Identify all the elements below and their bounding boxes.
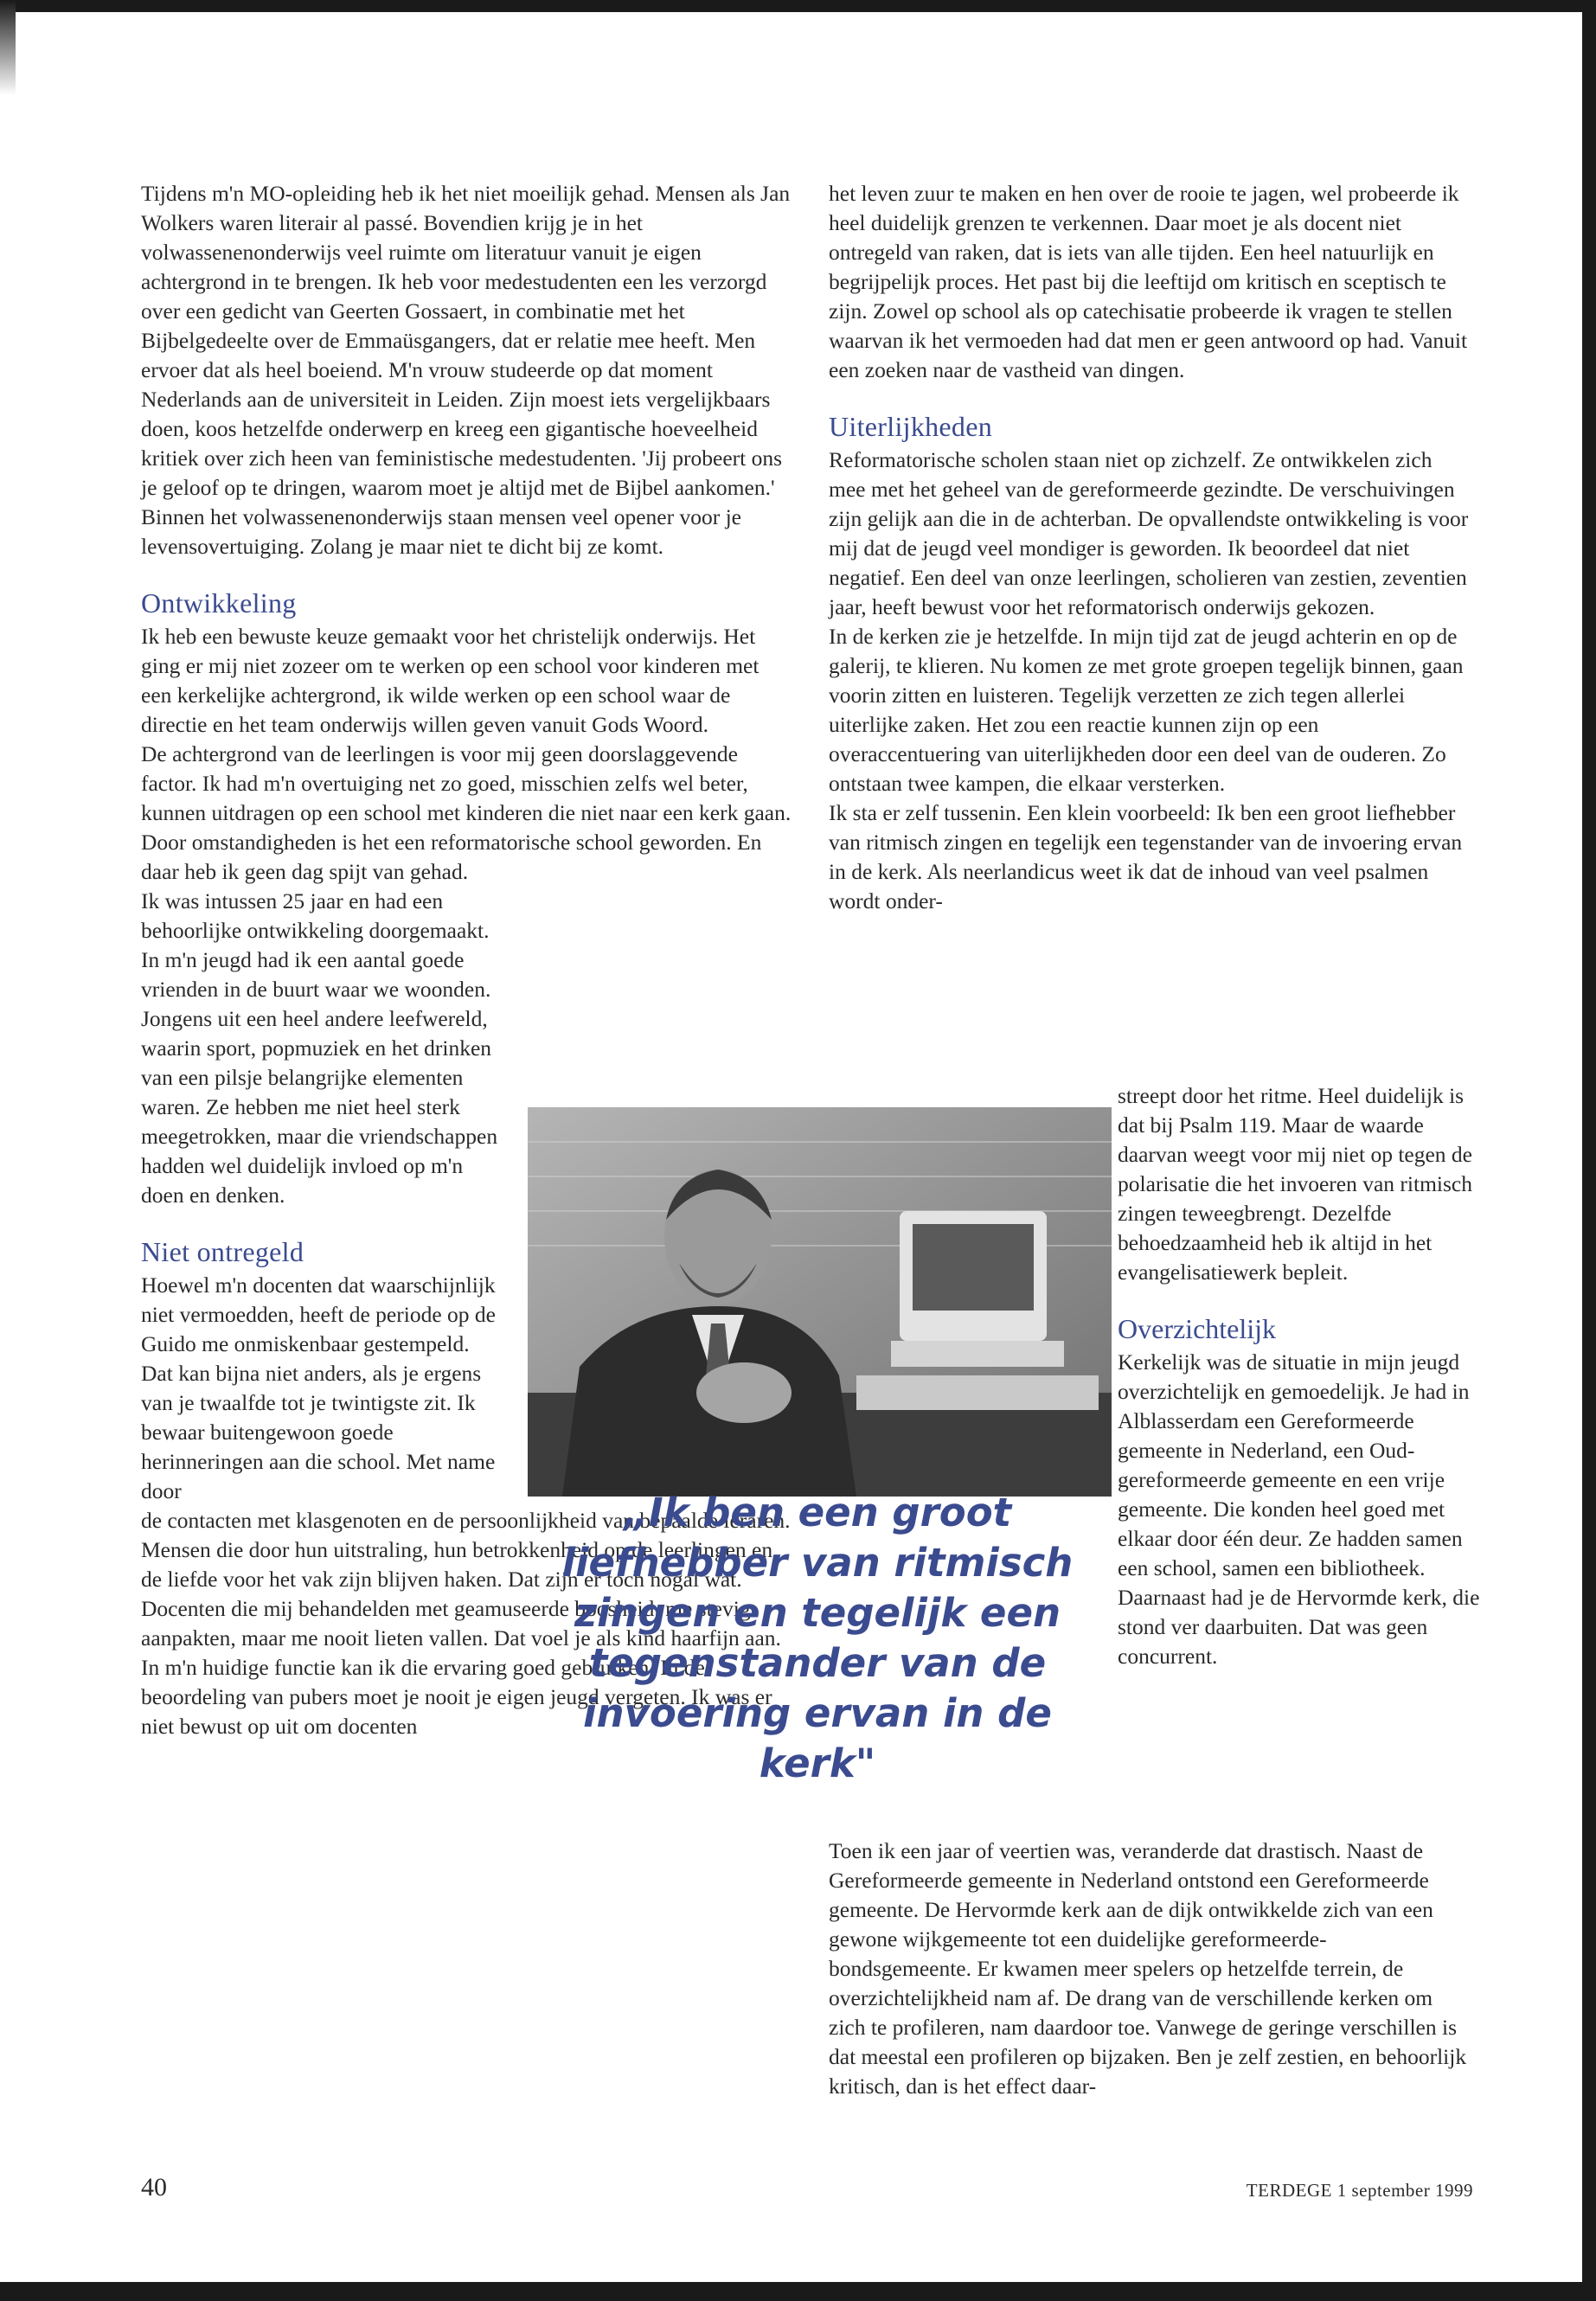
- portrait-photo: [528, 1107, 1112, 1497]
- scan-border-left: [0, 0, 16, 95]
- scan-border-top: [0, 0, 1596, 12]
- left-intro-paragraph: Tijdens m'n MO-opleiding heb ik het niet moeilijk gehad. Mensen als Jan Wolkers waren literair al passé. Bovendien krijg je in het volwassenenonderwijs veel ruimte om literatuur vanuit je eigen achtergrond in te brengen. Ik heb voor medestudenten een les verzorgd over een gedicht van Geerten Gossaert, in combinatie met het Bijbelgedeelte over de Emmaüsgangers, dat er relatie mee heeft. Men ervoer dat als heel boeiend. M'n vrouw studeerde op dat moment Nederlands aan de universiteit in Leiden. Zijn moest iets vergelijkbaars doen, koos hetzelfde onderwerp en kreeg een gigantische hoeveelheid kritiek over zich heen van feministische medestudenten. 'Jij probeert ons je geloof op te dringen, waarom moet je altijd met de Bijbel aankomen.' Binnen het volwassenenonderwijs staan mensen veel opener voor je levensovertuiging. Zolang je maar niet te dicht bij ze komt.: [141, 181, 791, 559]
- heading-ontwikkeling: Ontwikkeling: [141, 587, 297, 619]
- heading-overzichtelijk: Overzichtelijk: [1118, 1313, 1277, 1344]
- right-column: [829, 179, 1469, 916]
- scan-border-bottom: [0, 2282, 1596, 2301]
- publication-footer: TERDEGE 1 september 1999: [1246, 2180, 1473, 2201]
- heading-niet-ontregeld: Niet ontregeld: [141, 1236, 304, 1267]
- right-paragraph-3: Ik sta er zelf tussenin. Een klein voorbeeld: Ik ben een groot liefhebber van ritmisch zingen en tegelijk een tegenstander van de invoering ervan in de kerk. Als neerlandicus weet ik dat de inhoud van veel psalmen wordt onder-: [829, 800, 1463, 913]
- left-paragraph-1: Ik heb een bewuste keuze gemaakt voor het christelijk onderwijs. Het ging er mij niet zozeer om te werken op een school voor kinderen met een kerkelijke achtergrond, ik wilde werken op een school waar de directie en het team onderwijs willen geven vanuit Gods Woord.: [141, 624, 760, 737]
- pull-quote: „Ik ben een groot liefhebber van ritmisch zingen en tegelijk een tegenstander van de invoering ervan in de kerk": [561, 1490, 1074, 1786]
- left-paragraph-4: Hoewel m'n docenten dat waarschijnlijk niet vermoedden, heeft de periode op de Guido me onmiskenbaar gestempeld. Dat kan bijna niet anders, als je ergens van je twaalfde tot je twintigste zit. Ik bewaar buitengewoon goede herinneringen aan die school. Met name door: [141, 1272, 496, 1503]
- right-bottom-column: [829, 1836, 1469, 2101]
- right-paragraph-1: Reformatorische scholen staan niet op zichzelf. Ze ontwikkelen zich mee met het geheel van de gereformeerde gezindte. De verschuivingen zijn gelijk aan die in de achterban. De opvallendste ontwikkeling is voor mij dat de jeugd veel mondiger is geworden. Ik beoordeel dat niet negatief. Een deel van onze leerlingen, scholieren van zestien, zeventien jaar, heeft bewust voor het reformatorisch onderwijs gekozen.: [829, 447, 1469, 619]
- left-paragraph-3: Ik was intussen 25 jaar en had een behoorlijke ontwikkeling doorgemaakt. In m'n jeugd had ik een aantal goede vrienden in de buurt waar we woonden. Jongens uit een heel andere leefwereld, waarin sport, popmuziek en het drinken van een pilsje belangrijke elementen waren. Ze hebben me niet heel sterk meegetrokken, maar die vriendschappen hadden wel duidelijk invloed op m'n doen en denken.: [141, 888, 498, 1208]
- right-paragraph-3-continued: streept door het ritme. Heel duidelijk is dat bij Psalm 119. Maar de waarde daarvan weegt voor mij niet op tegen de polarisatie die het invoeren van ritmisch zingen teweegbrengt. Dezelfde behoedzaamheid heb ik altijd in het evangelisatiewerk bepleit.: [1118, 1083, 1472, 1285]
- left-paragraph-2: De achtergrond van de leerlingen is voor mij geen doorslaggevende factor. Ik had m'n overtuiging net zo goed, misschien zelfs wel beter, kunnen uitdragen op een school met kinderen die niet naar een kerk gaan. Door omstandigheden is het een reformatorische school geworden. En daar heb ik geen dag spijt van gehad.: [141, 741, 792, 884]
- scan-border-right: [1582, 0, 1596, 2301]
- right-paragraph-5: Toen ik een jaar of veertien was, veranderde dat drastisch. Naast de Gereformeerde gemeente in Nederland ontstond een Gereformeerde gemeente. De Hervormde kerk aan de dijk ontwikkelde zich van een gewone wijkgemeente tot een duidelijke gereformeerde-bondsgemeente. Er kwamen meer spelers op hetzelfde terrein, de overzichtelijkheid nam af. De drang van de verschillende kerken om zich te profileren, nam daardoor toe. Vanwege de geringe verschillen is dat meestal een profileren op bijzaken. Ben je zelf zestien, en behoorlijk kritisch, dan is het effect daar-: [829, 1838, 1467, 2099]
- right-paragraph-2: In de kerken zie je hetzelfde. In mijn tijd zat de jeugd achterin en op de galerij, te klieren. Nu komen ze met grote groepen tegelijk binnen, gaan voorin zitten en luisteren. Tegelijk verzetten ze zich tegen allerlei uiterlijke zaken. Het zou een reactie kunnen zijn op een overaccentuering van uiterlijkheden door een deel van de ouderen. Zo ontstaan twee kampen, die elkaar versterken.: [829, 624, 1464, 796]
- right-intro-paragraph: het leven zuur te maken en hen over de rooie te jagen, wel probeerde ik heel duidelijk grenzen te verkennen. Daar moet je als docent niet ontregeld van raken, dat is iets van alle tijden. Een heel natuurlijk en begrijpelijk proces. Het past bij die leeftijd om kritisch en sceptisch te zijn. Zowel op school als op catechisatie probeerde ik vragen te stellen waarvan ik het vermoeden had dat men er geen antwoord op had. Vanuit een zoeken naar de vastheid van dingen.: [829, 181, 1468, 382]
- left-paragraph-5: In m'n huidige functie kan ik die ervaring goed gebruiken. In de beoordeling van pubers moet je nooit je eigen jeugd vergeten. Ik was er niet bewust op uit om docenten: [141, 1655, 772, 1739]
- right-paragraph-4: Kerkelijk was de situatie in mijn jeugd overzichtelijk en gemoedelijk. Je had in Alblasserdam een Gereformeerde gemeente in Nederland, een Oud-gereformeerde gemeente en een vrije gemeente. Die konden heel goed met elkaar door één deur. Ze hadden samen een school, samen een bibliotheek. Daarnaast had je de Hervormde kerk, die stond ver daarbuiten. Dat was geen concurrent.: [1118, 1349, 1480, 1669]
- left-paragraph-4-continued: de contacten met klasgenoten en de persoonlijkheid van bepaalde leraren. Mensen die door hun uitstraling, hun betrokkenheid op de leerlingen en de liefde voor het vak zijn blijven haken. Dat zijn er toch nogal wat. Docenten die mij behandelden met geamuseerde boosheid, me stevig aanpakten, maar me nooit lieten vallen. Dat voel je als kind haarfijn aan.: [141, 1508, 791, 1650]
- right-narrow-column: [1118, 1081, 1490, 1671]
- page-number: 40: [141, 2173, 167, 2202]
- heading-uiterlijkheden: Uiterlijkheden: [829, 411, 993, 442]
